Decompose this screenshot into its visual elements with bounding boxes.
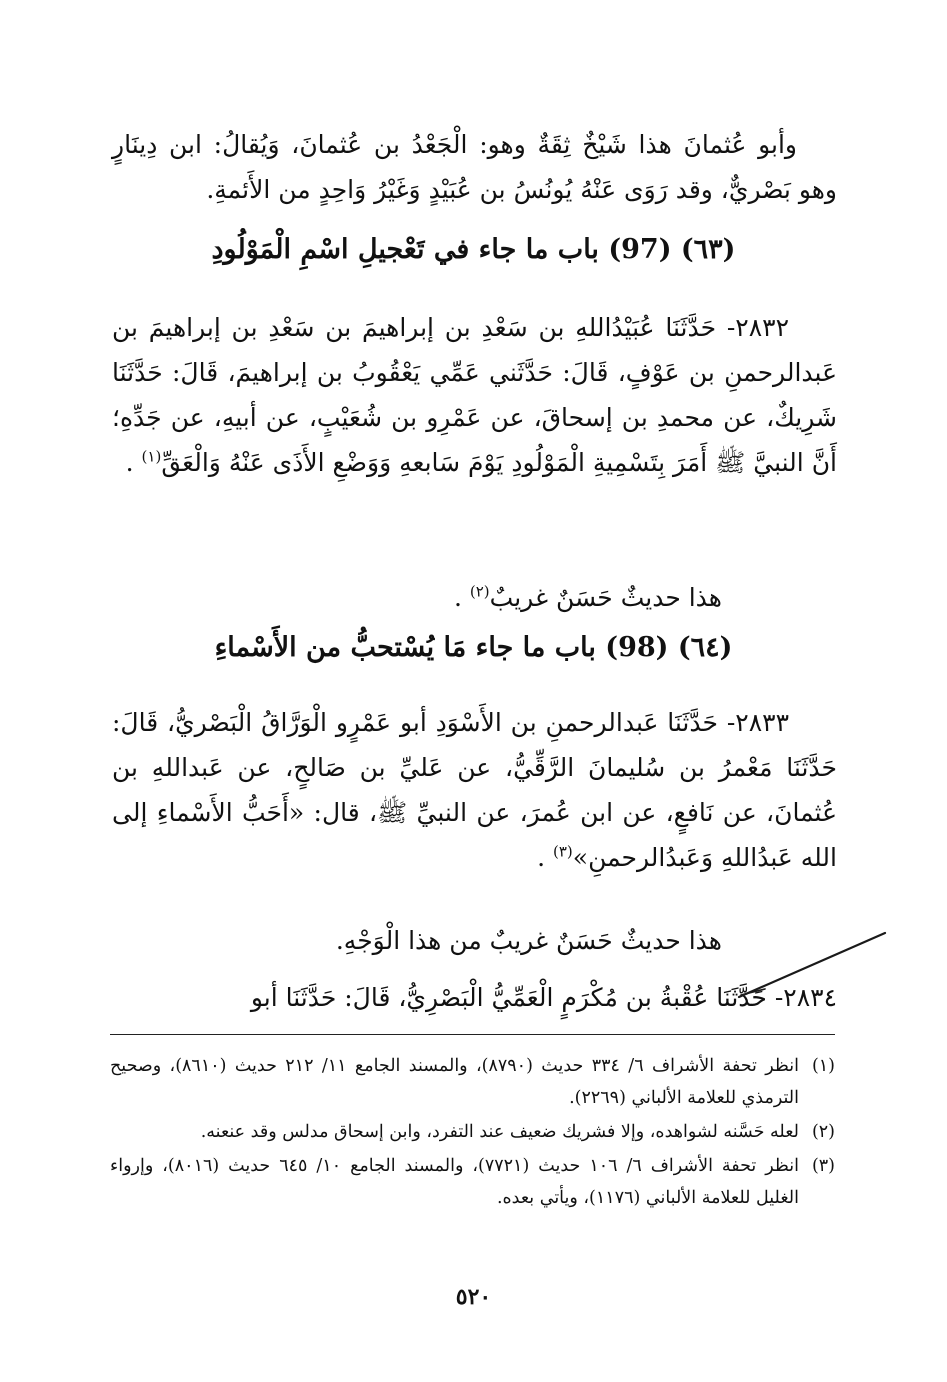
chapter-heading-63: (٦٣) (97) باب ما جاء في تَعْجيلِ اسْمِ الْمَوْلُودِ [211, 234, 736, 265]
hadith-2832 [112, 305, 837, 485]
grading-note-2-text: هذا حديثٌ حَسَنٌ غريبٌ من هذا الْوَجْهِ. [335, 926, 722, 955]
footnote-3 [110, 1150, 835, 1214]
grading-note-1-end: . [453, 583, 470, 612]
footnote-ref-1: (١) [141, 447, 162, 466]
hadith-2833 [112, 700, 837, 880]
footnote-ref-3: (٣) [553, 842, 573, 861]
footnote-2-text: لعله حَسَّنه لشواهده، وإلا فشريك ضعيف عند التفرد، وابن إسحاق مدلس وقد عنعنه. [200, 1122, 799, 1142]
footnote-2-number: (٢) [811, 1122, 835, 1142]
footnote-1-number: (١) [811, 1056, 835, 1076]
footnote-ref-2: (٢) [469, 582, 490, 601]
footnote-3-number: (٣) [811, 1156, 835, 1176]
hadith-2834 [112, 975, 837, 1020]
hadith-2833-end: . [537, 843, 553, 872]
hadith-2834-text: ٢٨٣٤- حَدَّثَنَا عُقْبةُ بن مُكْرَمٍ الْعَمِّيُّ الْبَصْرِيُّ، قَالَ: حَدَّثَنَا أبو [250, 983, 837, 1012]
footnote-1-text: انظر تحفة الأشراف ٦/ ٣٣٤ حديث (٨٧٩٠)، والمسند الجامع ١١/ ٢١٢ حديث (٨٦١٠)، وصحيح الترمذي للعلامة الألباني (٢٢٦٩). [110, 1056, 800, 1108]
footnote-separator [110, 1034, 835, 1035]
footnote-2 [110, 1116, 835, 1148]
footnotes [110, 1050, 835, 1216]
hadith-2832-end: . [125, 448, 142, 477]
chapter-heading-64: (٦٤) (98) باب ما جاء مَا يُسْتحبُّ من الأَسْماءِ [214, 632, 733, 663]
footnote-3-text: انظر تحفة الأشراف ٦/ ١٠٦ حديث (٧٧٢١)، والمسند الجامع ١٠/ ٦٤٥ حديث (٨٠١٦)، وإرواء الغليل للعلامة الألباني (١١٧٦)، ويأتي بعده. [110, 1156, 800, 1208]
grading-note-1-text: هذا حديثٌ حَسَنٌ غريبٌ [489, 583, 722, 612]
page-number: ٥٢٠ [455, 1284, 492, 1310]
paragraph-1-text: وأبو عُثمانَ هذا شَيْخٌ ثِقَةٌ وهو: الْجَعْدُ بن عُثمانَ، وَيُقالُ: ابن دِينَارٍ وهو بَصْريٌّ، وقد رَوَى عَنْهُ يُونُسُ بن عُبَيْدٍ وَغَيْرُ وَاحِدٍ من الأَئمةِ. [112, 130, 837, 204]
hadith-2832-text: ٢٨٣٢- حَدَّثَنَا عُبَيْدُاللهِ بن سَعْدِ بن إبراهيمَ بن سَعْدِ بن إبراهيمَ بن عَبدالرحمنِ بن عَوْفٍ، قَالَ: حَدَّثَني عَمِّي يَعْقُوبُ بن إبراهيمَ، قَالَ: حَدَّثَنَا شَرِيكٌ، عن محمدِ بن إسحاقَ، عن عَمْرِو بن شُعَيْبٍ، عن أبيهِ، عن جَدِّهِ؛ أَنَّ النبيَّ ﷺ أَمَرَ بِتَسْمِيةِ الْمَوْلُودِ يَوْمَ سَابعهِ وَوَضْعِ الأَذَى عَنْهُ وَالْعَقِّ [112, 313, 837, 477]
grading-note-2 [112, 918, 837, 963]
paragraph-narrator-note [112, 122, 837, 212]
grading-note-1 [112, 575, 837, 620]
footnote-1 [110, 1050, 835, 1114]
pen-annotation-mark [735, 925, 895, 1005]
hadith-2833-text: ٢٨٣٣- حَدَّثَنَا عَبدالرحمنِ بن الأَسْوَدِ أبو عَمْرٍو الْوَرَّاقُ الْبَصْريُّ، قَالَ: حَدَّثَنَا مَعْمرُ بن سُليمانَ الرَّقِّيُّ، عن عَليِّ بن صَالحٍ، عن عَبداللهِ بن عُثمانَ، عن نَافعٍ، عن ابن عُمرَ، عن النبيِّ ﷺ، قال: «أَحَبُّ الأَسْماءِ إلى الله عَبدُاللهِ وَعَبدُالرحمنِ» [112, 708, 837, 872]
